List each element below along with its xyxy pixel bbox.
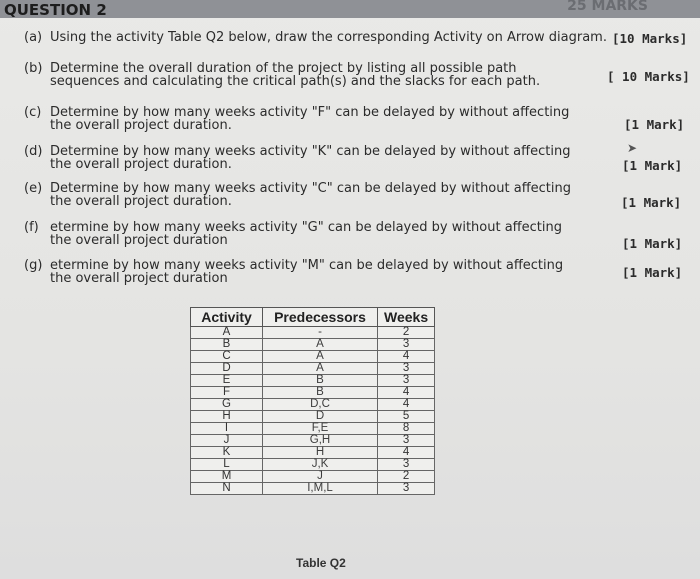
column-header-activity: Activity: [191, 308, 263, 327]
cell-activity: D: [191, 363, 263, 375]
cell-activity: N: [191, 483, 263, 495]
cell-predecessors: J: [263, 471, 378, 483]
question-b-marks: [ 10 Marks]: [607, 69, 690, 84]
table-body: [191, 327, 435, 495]
cell-weeks: 4: [378, 351, 435, 363]
question-c-marks: [1 Mark]: [624, 117, 685, 132]
table-row: [191, 471, 435, 483]
cell-activity: J: [191, 435, 263, 447]
cell-weeks: 3: [378, 363, 435, 375]
cell-weeks: 8: [378, 423, 435, 435]
cell-activity: M: [191, 471, 263, 483]
table-row: [191, 351, 435, 363]
column-header-predecessors: Predecessors: [263, 308, 378, 327]
table-row: [191, 339, 435, 351]
cell-weeks: 3: [378, 375, 435, 387]
cell-weeks: 3: [378, 435, 435, 447]
cell-weeks: 3: [378, 483, 435, 495]
cell-weeks: 5: [378, 411, 435, 423]
question-f-marks: [1 Mark]: [622, 236, 683, 251]
cell-activity: H: [191, 411, 263, 423]
question-a-marks: [10 Marks]: [612, 31, 688, 46]
cell-predecessors: A: [263, 351, 378, 363]
cell-activity: C: [191, 351, 263, 363]
table-row: [191, 363, 435, 375]
table-row: [191, 375, 435, 387]
table-caption: Table Q2: [296, 556, 346, 570]
cell-activity: A: [191, 327, 263, 339]
cell-activity: E: [191, 375, 263, 387]
table-row: [191, 483, 435, 495]
cell-weeks: 4: [378, 399, 435, 411]
table-header-row: [191, 308, 435, 327]
question-e-marks: [1 Mark]: [621, 195, 682, 210]
question-label: (a): [24, 30, 43, 45]
cell-weeks: 4: [378, 387, 435, 399]
table-row: [191, 447, 435, 459]
question-label: (c): [24, 105, 42, 120]
question-text-line1: etermine by how many weeks activity "G" can be delayed by without affecting: [50, 220, 562, 235]
question-text-line2: the overall project duration.: [50, 157, 232, 172]
cell-predecessors: B: [263, 375, 378, 387]
cell-weeks: 2: [378, 327, 435, 339]
question-label: (d): [24, 144, 43, 159]
question-text-line2: the overall project duration: [50, 233, 228, 248]
cell-predecessors: I,M,L: [263, 483, 378, 495]
cell-predecessors: F,E: [263, 423, 378, 435]
cell-predecessors: B: [263, 387, 378, 399]
question-g-marks: [1 Mark]: [622, 265, 683, 280]
table-row: [191, 327, 435, 339]
table-row: [191, 423, 435, 435]
question-text-line2: the overall project duration.: [50, 118, 232, 133]
question-title: QUESTION 2: [4, 1, 107, 19]
cell-weeks: 3: [378, 339, 435, 351]
table-row: [191, 459, 435, 471]
cell-activity: L: [191, 459, 263, 471]
cell-weeks: 4: [378, 447, 435, 459]
cell-activity: G: [191, 399, 263, 411]
column-header-weeks: Weeks: [378, 308, 435, 327]
table-row: [191, 435, 435, 447]
cell-predecessors: D,C: [263, 399, 378, 411]
question-text-line1: Determine by how many weeks activity "C" can be delayed by without affecting: [50, 181, 571, 196]
mouse-pointer-icon: ➤: [627, 141, 638, 155]
table-row: [191, 387, 435, 399]
question-text-line1: Determine by how many weeks activity "K" can be delayed by without affecting: [50, 144, 571, 159]
question-label: (f): [24, 220, 39, 235]
cell-activity: K: [191, 447, 263, 459]
question-text-line2: sequences and calculating the critical path(s) and the slacks for each path.: [50, 74, 541, 89]
question-label: (b): [24, 61, 43, 76]
cell-predecessors: D: [263, 411, 378, 423]
cell-predecessors: G,H: [263, 435, 378, 447]
question-text-line2: the overall project duration: [50, 271, 228, 286]
question-text-line1: etermine by how many weeks activity "M" can be delayed by without affecting: [50, 258, 564, 273]
question-label: (e): [24, 181, 43, 196]
question-text-line2: the overall project duration.: [50, 194, 232, 209]
question-text-line1: Using the activity Table Q2 below, draw the corresponding Activity on Arrow diagram.: [50, 30, 607, 45]
cell-predecessors: A: [263, 363, 378, 375]
total-marks: 25 MARKS: [567, 0, 648, 14]
activity-table: [190, 307, 435, 495]
cell-activity: F: [191, 387, 263, 399]
table-row: [191, 399, 435, 411]
cell-activity: B: [191, 339, 263, 351]
cell-predecessors: J,K: [263, 459, 378, 471]
question-d-marks: [1 Mark]: [622, 158, 683, 173]
question-text-line1: Determine by how many weeks activity "F" can be delayed by without affecting: [50, 105, 570, 120]
question-text-line1: Determine the overall duration of the project by listing all possible path: [50, 61, 517, 76]
cell-activity: I: [191, 423, 263, 435]
cell-weeks: 2: [378, 471, 435, 483]
cell-weeks: 3: [378, 459, 435, 471]
cell-predecessors: H: [263, 447, 378, 459]
cell-predecessors: -: [263, 327, 378, 339]
table-row: [191, 411, 435, 423]
cell-predecessors: A: [263, 339, 378, 351]
question-label: (g): [24, 258, 43, 273]
